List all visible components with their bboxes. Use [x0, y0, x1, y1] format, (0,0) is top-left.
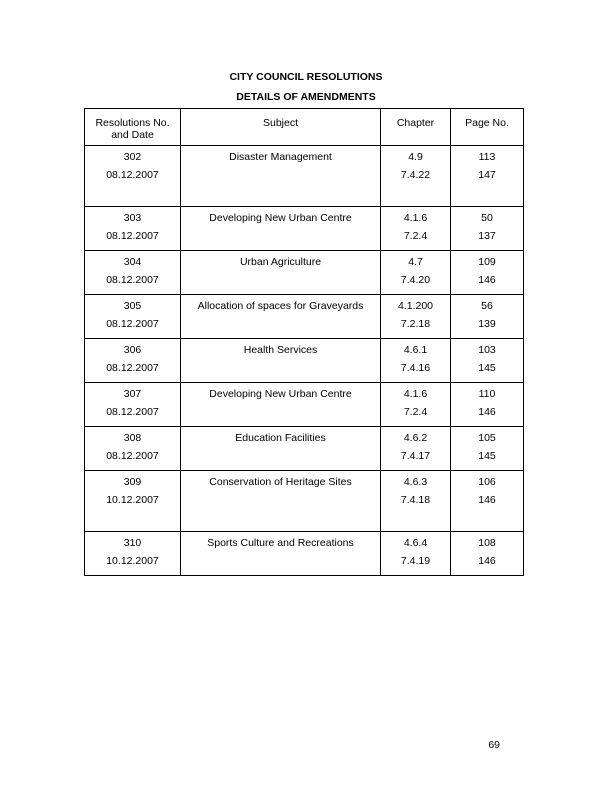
- subject-cell: [181, 339, 381, 383]
- table-row: [85, 471, 524, 532]
- chapter-cell-line2: 7.4.16: [400, 362, 431, 374]
- table-row: [85, 427, 524, 471]
- page-cell: [451, 471, 524, 532]
- chapter-cell-line2: 7.2.18: [400, 318, 431, 330]
- resolution-cell-line1: 306: [123, 344, 142, 356]
- page-cell-line1: 113: [478, 151, 496, 163]
- chapter-cell: [381, 339, 451, 383]
- subject-cell-line1: Developing New Urban Centre: [209, 212, 352, 224]
- resolution-cell-line1: 309: [123, 476, 142, 488]
- subject-cell-line1: Conservation of Heritage Sites: [209, 476, 352, 488]
- chapter-cell-line2: 7.4.20: [400, 274, 431, 286]
- chapter-cell-line1: 4.1.6: [403, 388, 428, 400]
- chapter-cell: [381, 383, 451, 427]
- resolution-cell: [85, 339, 181, 383]
- column-header-chapter: Chapter: [381, 109, 451, 146]
- document-subtitle: DETAILS OF AMENDMENTS: [236, 91, 376, 103]
- column-header-page: Page No.: [451, 109, 524, 146]
- page-cell-line1: 50: [481, 212, 493, 224]
- table-row: [85, 383, 524, 427]
- subject-cell-line1: Allocation of spaces for Graveyards: [197, 300, 364, 312]
- amendments-table: [84, 108, 524, 576]
- resolution-cell-line1: 310: [123, 537, 142, 549]
- resolution-cell-line2: 08.12.2007: [106, 406, 159, 418]
- page-cell-line2: 146: [478, 274, 496, 286]
- page-cell: [451, 207, 524, 251]
- chapter-cell-line2: 7.2.4: [403, 406, 428, 418]
- subject-cell: [181, 532, 381, 576]
- page-cell-line2: 145: [478, 362, 496, 374]
- resolution-cell-line2: 08.12.2007: [106, 230, 159, 242]
- subject-cell: [181, 146, 381, 207]
- table-row: [85, 532, 524, 576]
- page-cell-line1: 106: [478, 476, 496, 488]
- table-row: [85, 251, 524, 295]
- resolution-cell-line2: 08.12.2007: [106, 169, 159, 181]
- chapter-cell-line1: 4.1.200: [397, 300, 434, 312]
- page-cell: [451, 146, 524, 207]
- subject-cell: [181, 207, 381, 251]
- resolution-cell: [85, 251, 181, 295]
- subject-cell-line1: Health Services: [243, 344, 318, 356]
- subject-cell-line1: Sports Culture and Recreations: [207, 537, 354, 549]
- subject-cell: [181, 427, 381, 471]
- page-cell-line2: 146: [478, 406, 496, 418]
- page-cell-line2: 139: [478, 318, 496, 330]
- document-title: CITY COUNCIL RESOLUTIONS: [229, 71, 383, 83]
- table-header-row: [85, 109, 524, 146]
- page-cell: [451, 339, 524, 383]
- subject-cell-line1: Developing New Urban Centre: [209, 388, 352, 400]
- chapter-cell-line1: 4.6.3: [403, 476, 428, 488]
- page-cell: [451, 251, 524, 295]
- chapter-cell: [381, 295, 451, 339]
- chapter-cell: [381, 427, 451, 471]
- chapter-cell-line1: 4.6.4: [403, 537, 428, 549]
- resolution-cell-line2: 08.12.2007: [106, 450, 159, 462]
- chapter-cell: [381, 471, 451, 532]
- page-cell-line2: 137: [478, 230, 496, 242]
- resolution-cell: [85, 471, 181, 532]
- column-header-resolution-line2: and Date: [111, 129, 154, 141]
- chapter-cell: [381, 251, 451, 295]
- resolution-cell: [85, 207, 181, 251]
- chapter-cell-line1: 4.7: [408, 256, 423, 268]
- resolution-cell-line1: 305: [123, 300, 142, 312]
- resolution-cell-line1: 308: [123, 432, 142, 444]
- page-cell-line1: 103: [478, 344, 496, 356]
- resolution-cell-line2: 10.12.2007: [106, 494, 159, 506]
- table-row: [85, 339, 524, 383]
- resolution-cell-line2: 10.12.2007: [106, 555, 159, 567]
- chapter-cell-line2: 7.4.22: [400, 169, 431, 181]
- table-row: [85, 295, 524, 339]
- page-cell-line2: 146: [478, 555, 496, 567]
- resolution-cell-line1: 303: [123, 212, 142, 224]
- resolution-cell-line2: 08.12.2007: [106, 362, 159, 374]
- page-cell-line2: 145: [478, 450, 496, 462]
- page-cell-line1: 110: [478, 388, 496, 400]
- chapter-cell-line1: 4.6.1: [403, 344, 428, 356]
- resolution-cell-line1: 307: [123, 388, 142, 400]
- subject-cell-line1: Urban Agriculture: [239, 256, 322, 268]
- page-cell: [451, 427, 524, 471]
- page-number: 69: [488, 739, 500, 751]
- page-cell: [451, 295, 524, 339]
- chapter-cell-line2: 7.4.19: [400, 555, 431, 567]
- page-cell: [451, 532, 524, 576]
- chapter-cell: [381, 207, 451, 251]
- chapter-cell-line2: 7.4.18: [400, 494, 431, 506]
- page-cell-line2: 146: [478, 494, 496, 506]
- subject-cell-line1: Education Facilities: [235, 432, 326, 444]
- resolution-cell: [85, 383, 181, 427]
- chapter-cell-line2: 7.2.4: [403, 230, 428, 242]
- page-cell-line1: 109: [478, 256, 496, 268]
- subject-cell: [181, 471, 381, 532]
- chapter-cell-line1: 4.1.6: [403, 212, 428, 224]
- resolution-cell: [85, 532, 181, 576]
- resolution-cell: [85, 295, 181, 339]
- column-header-resolution: [85, 109, 181, 146]
- chapter-cell-line1: 4.6.2: [403, 432, 428, 444]
- table-row: [85, 146, 524, 207]
- page-cell-line1: 56: [481, 300, 493, 312]
- subject-cell-line1: Disaster Management: [229, 151, 332, 163]
- chapter-cell-line2: 7.4.17: [400, 450, 431, 462]
- resolution-cell-line1: 304: [123, 256, 142, 268]
- resolution-cell-line2: 08.12.2007: [106, 274, 159, 286]
- page-cell-line1: 105: [478, 432, 496, 444]
- chapter-cell: [381, 146, 451, 207]
- column-header-resolution-line1: Resolutions No.: [95, 117, 170, 129]
- resolution-cell: [85, 427, 181, 471]
- subject-cell: [181, 251, 381, 295]
- column-header-subject: Subject: [181, 109, 381, 146]
- subject-cell: [181, 383, 381, 427]
- table-row: [85, 207, 524, 251]
- page-cell-line1: 108: [478, 537, 496, 549]
- page-cell-line2: 147: [478, 169, 496, 181]
- chapter-cell: [381, 532, 451, 576]
- resolution-cell-line2: 08.12.2007: [106, 318, 159, 330]
- resolution-cell-line1: 302: [123, 151, 142, 163]
- resolution-cell: [85, 146, 181, 207]
- chapter-cell-line1: 4.9: [408, 151, 423, 163]
- page-cell: [451, 383, 524, 427]
- subject-cell: [181, 295, 381, 339]
